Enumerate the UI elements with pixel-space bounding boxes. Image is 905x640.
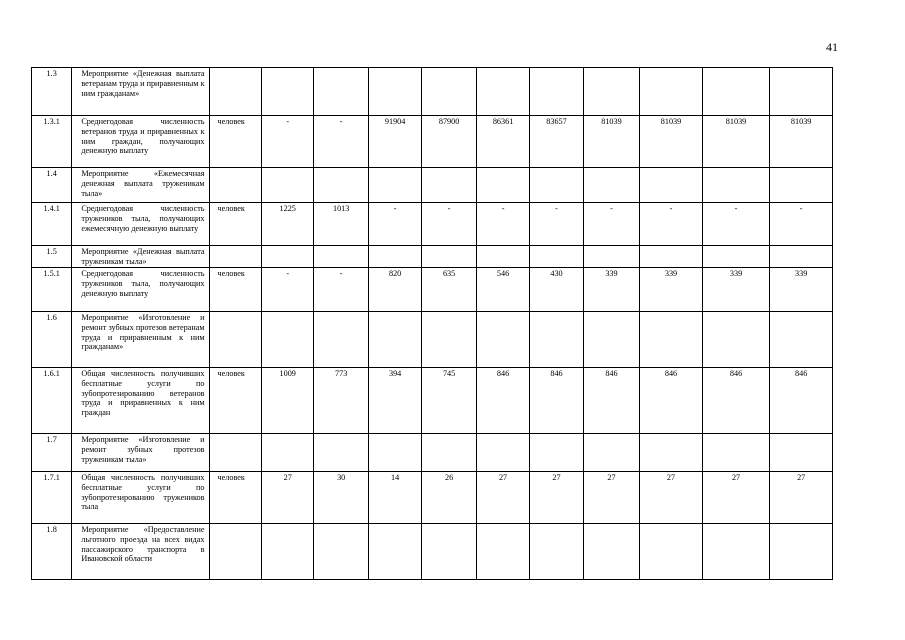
row-value: 87900 (422, 116, 476, 168)
row-value (640, 524, 703, 580)
row-value: 27 (476, 472, 529, 524)
row-value: 27 (702, 472, 770, 524)
row-value: 846 (702, 368, 770, 434)
row-value: 339 (702, 268, 770, 312)
row-description: Мероприятие «Денежная выплата труженикам тыла» (72, 246, 209, 268)
row-number: 1.3.1 (32, 116, 72, 168)
row-value: - (261, 116, 313, 168)
table-row (32, 268, 833, 312)
row-value (476, 68, 529, 116)
row-value (476, 524, 529, 580)
row-value: 81039 (640, 116, 703, 168)
row-value (530, 68, 583, 116)
row-value (770, 246, 833, 268)
row-value (476, 312, 529, 368)
row-value (476, 434, 529, 472)
row-value (530, 434, 583, 472)
row-value: 846 (476, 368, 529, 434)
row-description: Среднегодовая численность ветеранов труда и приравненных к ним граждан, получающих денежную выплату (72, 116, 209, 168)
row-value: - (368, 203, 421, 246)
row-value: 745 (422, 368, 476, 434)
row-description: Общая численность получивших бесплатные услуги по зубопротезированию ветеранов труда и приравненных к ним граждан (72, 368, 209, 434)
row-value (422, 434, 476, 472)
row-description: Мероприятие «Предоставление льготного проезда на всех видах пассажирского транспорта в Ивановской области (72, 524, 209, 580)
row-description: Мероприятие «Изготовление и ремонт зубных протезов труженикам тыла» (72, 434, 209, 472)
row-value (368, 434, 421, 472)
row-value (702, 68, 770, 116)
row-value (261, 434, 313, 472)
row-value: 91904 (368, 116, 421, 168)
row-value (702, 246, 770, 268)
table-row (32, 168, 833, 203)
row-number: 1.4.1 (32, 203, 72, 246)
row-value: - (476, 203, 529, 246)
row-number: 1.5.1 (32, 268, 72, 312)
row-value: 27 (583, 472, 639, 524)
row-unit: человек (209, 203, 261, 246)
row-value: 27 (770, 472, 833, 524)
row-unit (209, 68, 261, 116)
row-value (368, 68, 421, 116)
row-value: 86361 (476, 116, 529, 168)
row-value (422, 524, 476, 580)
row-unit: человек (209, 472, 261, 524)
row-number: 1.7.1 (32, 472, 72, 524)
row-value (422, 168, 476, 203)
row-value: 339 (583, 268, 639, 312)
row-value: 30 (314, 472, 368, 524)
row-description: Среднегодовая численность тружеников тыла, получающих денежную выплату (72, 268, 209, 312)
row-description: Общая численность получивших бесплатные услуги по зубопротезированию тружеников тыла (72, 472, 209, 524)
row-value (368, 246, 421, 268)
row-number: 1.4 (32, 168, 72, 203)
row-value: 339 (770, 268, 833, 312)
row-value (261, 246, 313, 268)
row-value (314, 68, 368, 116)
row-value: - (314, 116, 368, 168)
row-description: Мероприятие «Денежная выплата ветеранам труда и приравненным к ним гражданам» (72, 68, 209, 116)
row-value: 1013 (314, 203, 368, 246)
row-value (314, 312, 368, 368)
row-number: 1.3 (32, 68, 72, 116)
row-unit (209, 524, 261, 580)
row-unit: человек (209, 116, 261, 168)
table-row (32, 368, 833, 434)
table-row (32, 312, 833, 368)
row-value (422, 246, 476, 268)
row-value (640, 168, 703, 203)
row-value (530, 524, 583, 580)
page-number: 41 (826, 40, 838, 54)
row-value: 26 (422, 472, 476, 524)
row-value: 81039 (702, 116, 770, 168)
row-unit (209, 434, 261, 472)
row-value: 81039 (583, 116, 639, 168)
row-value: 846 (640, 368, 703, 434)
row-value: 846 (770, 368, 833, 434)
row-number: 1.8 (32, 524, 72, 580)
row-number: 1.6 (32, 312, 72, 368)
row-value: - (640, 203, 703, 246)
row-value (530, 246, 583, 268)
row-value (583, 434, 639, 472)
row-value: 820 (368, 268, 421, 312)
row-value (770, 168, 833, 203)
row-value (583, 246, 639, 268)
row-value: 635 (422, 268, 476, 312)
row-value (770, 312, 833, 368)
row-value: 339 (640, 268, 703, 312)
row-unit: человек (209, 368, 261, 434)
row-value (368, 312, 421, 368)
row-value: - (770, 203, 833, 246)
row-number: 1.6.1 (32, 368, 72, 434)
row-value: 14 (368, 472, 421, 524)
row-value (422, 68, 476, 116)
row-value (261, 524, 313, 580)
row-value: 27 (261, 472, 313, 524)
row-value (640, 68, 703, 116)
row-value (530, 312, 583, 368)
row-value (702, 524, 770, 580)
row-unit (209, 312, 261, 368)
row-value (770, 68, 833, 116)
row-description: Среднегодовая численность тружеников тыла, получающих ежемесячную денежную выплату (72, 203, 209, 246)
table-row (32, 434, 833, 472)
row-number: 1.5 (32, 246, 72, 268)
table-row (32, 68, 833, 116)
table-row (32, 116, 833, 168)
row-value: - (261, 268, 313, 312)
row-unit (209, 246, 261, 268)
row-value: - (530, 203, 583, 246)
row-value (702, 168, 770, 203)
row-value: - (702, 203, 770, 246)
row-value: - (314, 268, 368, 312)
row-value (476, 168, 529, 203)
row-value: 773 (314, 368, 368, 434)
row-value (368, 168, 421, 203)
row-value (583, 68, 639, 116)
row-value (583, 524, 639, 580)
row-value: 27 (530, 472, 583, 524)
row-value (640, 312, 703, 368)
row-value (476, 246, 529, 268)
row-value (640, 246, 703, 268)
row-value (702, 434, 770, 472)
row-value (422, 312, 476, 368)
table-body (32, 68, 833, 580)
row-value (261, 312, 313, 368)
row-value (261, 168, 313, 203)
row-value: 394 (368, 368, 421, 434)
row-value (583, 168, 639, 203)
table-row (32, 524, 833, 580)
row-value: 546 (476, 268, 529, 312)
indicators-table (31, 67, 833, 580)
row-value (702, 312, 770, 368)
row-value: 1009 (261, 368, 313, 434)
row-value: 846 (530, 368, 583, 434)
row-value: 1225 (261, 203, 313, 246)
row-value (314, 246, 368, 268)
row-value: - (422, 203, 476, 246)
table-row (32, 472, 833, 524)
row-value: 430 (530, 268, 583, 312)
row-value (261, 68, 313, 116)
row-description: Мероприятие «Ежемесячная денежная выплата труженикам тыла» (72, 168, 209, 203)
row-value (368, 524, 421, 580)
table-row (32, 246, 833, 268)
row-unit: человек (209, 268, 261, 312)
row-value: 81039 (770, 116, 833, 168)
row-value (770, 434, 833, 472)
row-unit (209, 168, 261, 203)
row-value (314, 168, 368, 203)
row-number: 1.7 (32, 434, 72, 472)
row-value: 846 (583, 368, 639, 434)
row-value (640, 434, 703, 472)
row-value (314, 434, 368, 472)
row-value (530, 168, 583, 203)
row-value (770, 524, 833, 580)
row-value (583, 312, 639, 368)
row-value: 83657 (530, 116, 583, 168)
row-value: 27 (640, 472, 703, 524)
row-value (314, 524, 368, 580)
table-row (32, 203, 833, 246)
row-value: - (583, 203, 639, 246)
row-description: Мероприятие «Изготовление и ремонт зубных протезов ветеранам труда и приравненным к ним гражданам» (72, 312, 209, 368)
